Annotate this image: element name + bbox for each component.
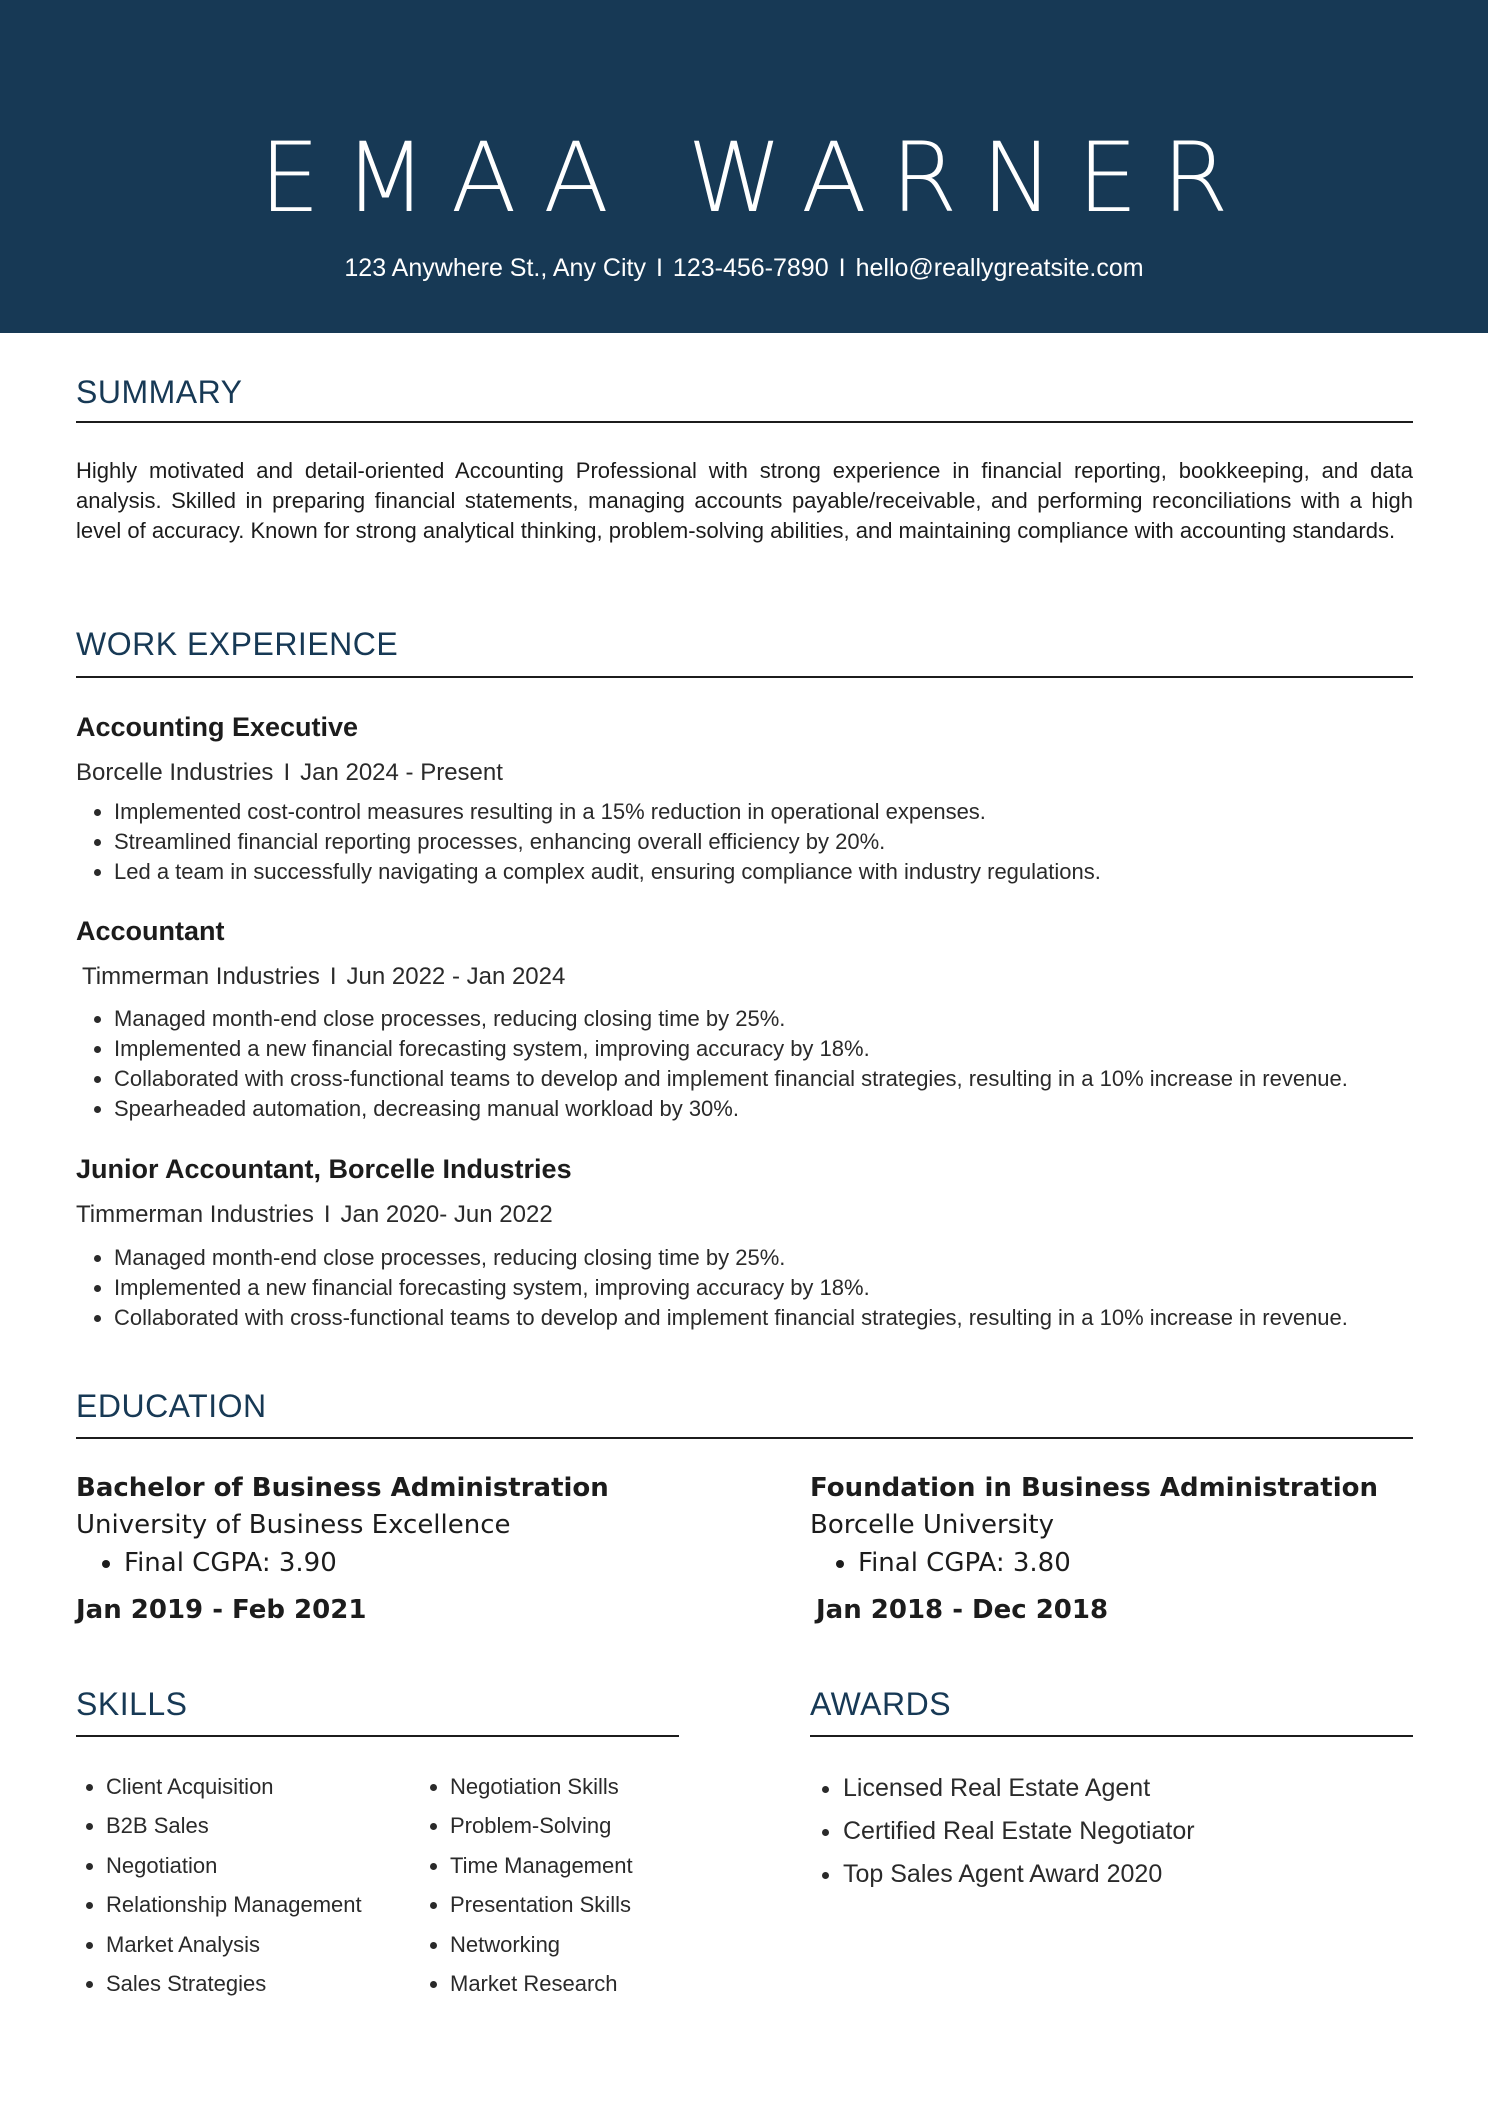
job-meta	[82, 963, 565, 991]
contact-email: hello@reallygreatsite.com	[855, 254, 1144, 282]
skill-item: • Relationship Management	[106, 1885, 362, 1924]
skill-item: • Networking	[450, 1925, 633, 1964]
education-details	[76, 1544, 726, 1582]
job-separator: I	[323, 1201, 331, 1228]
summary-text: Highly motivated and detail-oriented Accounting Professional with strong experience in financial reporting, bookkeeping, and data analysis. Skilled in preparing financial statements, managing accounts payable/receivable, and performing reconciliations with a high level of accuracy. Known for strong analytical thinking, problem-solving abilities, and maintaining compliance with accounting standards.	[76, 458, 1413, 543]
job-title: Junior Accountant, Borcelle Industries	[76, 1154, 572, 1184]
job-dates: Jan 2020- Jun 2022	[340, 1201, 553, 1228]
list-item: • Led a team in successfully navigating a complex audit, ensuring compliance with industry regulations.	[114, 857, 1101, 887]
list-item: • Implemented a new financial forecasting system, improving accuracy by 18%.	[114, 1273, 1488, 1303]
list-item: • Collaborated with cross-functional teams to develop and implement financial strategies, resulting in a 10% increase in revenue.	[114, 1303, 1488, 1333]
job-bullets	[76, 1004, 1488, 1124]
award-item: • Licensed Real Estate Agent	[843, 1767, 1195, 1810]
job-bullets	[76, 797, 1101, 887]
education-detail: • Final CGPA: 3.90	[124, 1544, 726, 1582]
summary-divider	[76, 421, 1413, 423]
skill-item: • Client Acquisition	[106, 1767, 362, 1806]
skill-item: • Market Analysis	[106, 1925, 362, 1964]
award-item: • Top Sales Agent Award 2020	[843, 1853, 1195, 1896]
education-details	[810, 1544, 1430, 1582]
skills-divider	[76, 1735, 679, 1737]
job-title: Accounting Executive	[76, 712, 359, 742]
contact-line	[0, 252, 1488, 284]
skill-item: • Negotiation Skills	[450, 1767, 633, 1806]
skill-item: • Problem-Solving	[450, 1806, 633, 1845]
award-item: • Certified Real Estate Negotiator	[843, 1810, 1195, 1853]
header-banner	[0, 0, 1488, 333]
list-item: • Collaborated with cross-functional teams to develop and implement financial strategies, resulting in a 10% increase in revenue.	[114, 1064, 1488, 1094]
education-item	[810, 1470, 1430, 1628]
list-item: • Implemented a new financial forecasting system, improving accuracy by 18%.	[114, 1034, 1488, 1064]
job-bullets	[76, 1243, 1488, 1333]
skill-item: • Market Research	[450, 1964, 633, 2003]
contact-separator: I	[655, 254, 663, 282]
job-company: Timmerman Industries	[82, 963, 320, 990]
job-separator: I	[329, 963, 337, 990]
education-divider	[76, 1437, 1413, 1439]
awards-list	[810, 1767, 1195, 1896]
experience-divider	[76, 676, 1413, 678]
list-item: • Spearheaded automation, decreasing manual workload by 30%.	[114, 1094, 1488, 1124]
skill-item: • Time Management	[450, 1846, 633, 1885]
contact-address: 123 Anywhere St., Any City	[344, 254, 646, 282]
education-degree: Bachelor of Business Administration	[76, 1473, 609, 1503]
skills-heading: SKILLS	[76, 1686, 188, 1722]
job-dates: Jan 2024 - Present	[300, 759, 503, 786]
contact-separator: I	[838, 254, 846, 282]
list-item: • Implemented cost-control measures resulting in a 15% reduction in operational expenses.	[114, 797, 1101, 827]
job-title: Accountant	[76, 916, 225, 946]
job-separator: I	[283, 759, 291, 786]
candidate-name: EMAA WARNER	[259, 122, 1253, 234]
experience-heading: WORK EXPERIENCE	[76, 626, 399, 662]
job-company: Borcelle Industries	[76, 759, 274, 786]
job-dates: Jun 2022 - Jan 2024	[346, 963, 566, 990]
skills-list-col1	[76, 1767, 362, 2003]
education-degree: Foundation in Business Administration	[810, 1473, 1378, 1503]
education-dates: Jan 2018 - Dec 2018	[816, 1595, 1109, 1625]
contact-phone: 123-456-7890	[672, 254, 829, 282]
skill-item: • B2B Sales	[106, 1806, 362, 1845]
education-dates: Jan 2019 - Feb 2021	[76, 1595, 367, 1625]
awards-divider	[810, 1735, 1413, 1737]
education-item	[76, 1470, 726, 1628]
education-detail: • Final CGPA: 3.80	[858, 1544, 1430, 1582]
job-company: Timmerman Industries	[76, 1201, 314, 1228]
skill-item: • Negotiation	[106, 1846, 362, 1885]
job-meta	[76, 1201, 553, 1229]
list-item: • Streamlined financial reporting processes, enhancing overall efficiency by 20%.	[114, 827, 1101, 857]
education-heading: EDUCATION	[76, 1388, 267, 1424]
summary-heading: SUMMARY	[76, 374, 243, 410]
education-school: Borcelle University	[810, 1510, 1055, 1540]
list-item: • Managed month-end close processes, reducing closing time by 25%.	[114, 1004, 1488, 1034]
education-school: University of Business Excellence	[76, 1510, 511, 1540]
skill-item: • Presentation Skills	[450, 1885, 633, 1924]
job-meta	[76, 759, 503, 787]
list-item: • Managed month-end close processes, reducing closing time by 25%.	[114, 1243, 1488, 1273]
awards-heading: AWARDS	[810, 1686, 952, 1722]
skill-item: • Sales Strategies	[106, 1964, 362, 2003]
skills-list-col2	[420, 1767, 633, 2003]
